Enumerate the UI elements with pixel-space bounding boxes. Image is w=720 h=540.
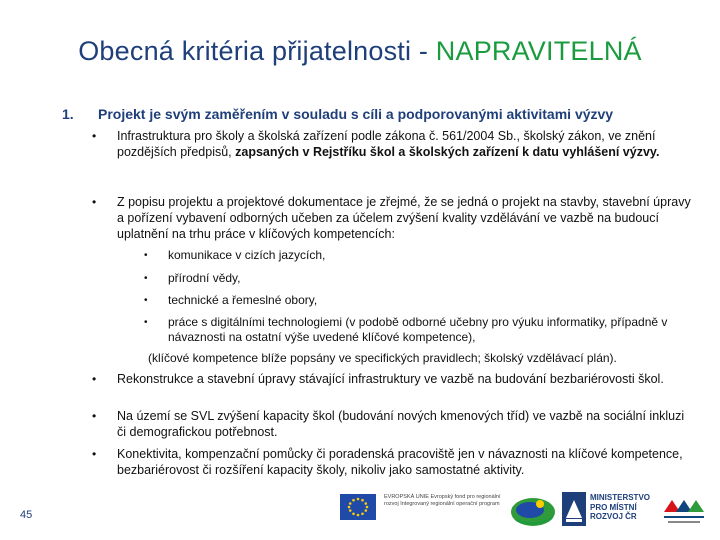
list-item-text-bold: zapsaných v Rejstříku škol a školských zařízení k datu vyhlášení výzvy. (235, 145, 660, 159)
bullet-icon: • (92, 447, 97, 461)
ministry-logo-icon (562, 492, 586, 526)
sub-list-item-text: komunikace v cizích jazycích, (168, 248, 326, 262)
list-item (92, 446, 692, 478)
list-item-text: Z popisu projektu a projektové dokumentace je zřejmé, že se jedná o projekt na stavby, stavební úpravy a pořízení vybavení odborných učeben za účelem zvýšení kvality vzdělávání ve vazbě na budoucí uplatnění na trhu práce v klíčových kompetencích: (117, 195, 691, 241)
list-item (92, 194, 692, 242)
bullet-icon: • (144, 250, 148, 261)
list-item (92, 371, 692, 387)
bullet-icon: • (92, 195, 97, 209)
sub-list-item-text: přírodní vědy, (168, 271, 241, 285)
title-main: Obecná kritéria přijatelnosti - (78, 36, 436, 66)
page-number: 45 (20, 509, 33, 521)
list-item-text: Na území se SVL zvýšení kapacity škol (budování nových kmenových tříd) ve vazbě na sociální inkluzi či demografickou potřebnost. (117, 409, 685, 439)
section-heading (62, 106, 613, 122)
list-item-text-regular: Infrastruktura pro školy a školská zařízení podle zákona č. 561/2004 Sb., školský zákon, ve znění pozdějších předpisů, (117, 129, 656, 159)
footer-logos (340, 490, 710, 536)
title-accent: NAPRAVITELNÁ (435, 36, 642, 66)
section-number: 1. (62, 106, 74, 122)
bullet-icon: • (92, 129, 97, 143)
sub-list-item (144, 293, 684, 308)
list-item-text: Konektivita, kompenzační pomůcky či poradenská pracoviště jen v návaznosti na klíčové kompetence, bezbariérovost či rozšíření kapacity školy, nikoliv jako samostatné aktivity. (117, 447, 683, 477)
sub-list-item (144, 315, 684, 345)
bullet-icon: • (92, 372, 97, 386)
eu-flag-icon (340, 494, 376, 520)
bullet-icon: • (144, 273, 148, 284)
sub-list-item-text: technické a řemeslné obory, (168, 293, 318, 307)
competences-note: (klíčové kompetence blíže popsány ve specifických pravidlech; školský vzdělávací plán). (148, 351, 617, 365)
czech-republic-logo-icon (658, 494, 708, 530)
list-item (92, 128, 692, 160)
list-item-text: Rekonstrukce a stavební úpravy stávající infrastruktury ve vazbě na budování bezbariérovosti škol. (117, 372, 664, 386)
bullet-icon: • (144, 317, 148, 328)
ministry-name: MINISTERSTVO PRO MÍSTNÍ ROZVOJ ČR (590, 493, 651, 521)
sub-list-item-text: práce s digitálními technologiemi (v podobě odborné učebny pro výuku informatiky, případně v návaznosti na ostatní výše uvedené klíčové kompetence), (168, 315, 668, 344)
page-title (0, 36, 720, 67)
bullet-icon: • (92, 409, 97, 423)
sub-list-item (144, 248, 684, 263)
list-item (92, 408, 692, 440)
eu-text: EVROPSKÁ UNIE Evropský fond pro regionální rozvoj Integrovaný regionální operační program (384, 494, 501, 507)
sub-list-item (144, 271, 684, 286)
list-item-text (117, 128, 692, 160)
operational-programme-logo-icon (508, 490, 558, 530)
section-heading-text: Projekt je svým zaměřením v souladu s cíli a podporovanými aktivitami výzvy (98, 106, 614, 122)
bullet-icon: • (144, 295, 148, 306)
